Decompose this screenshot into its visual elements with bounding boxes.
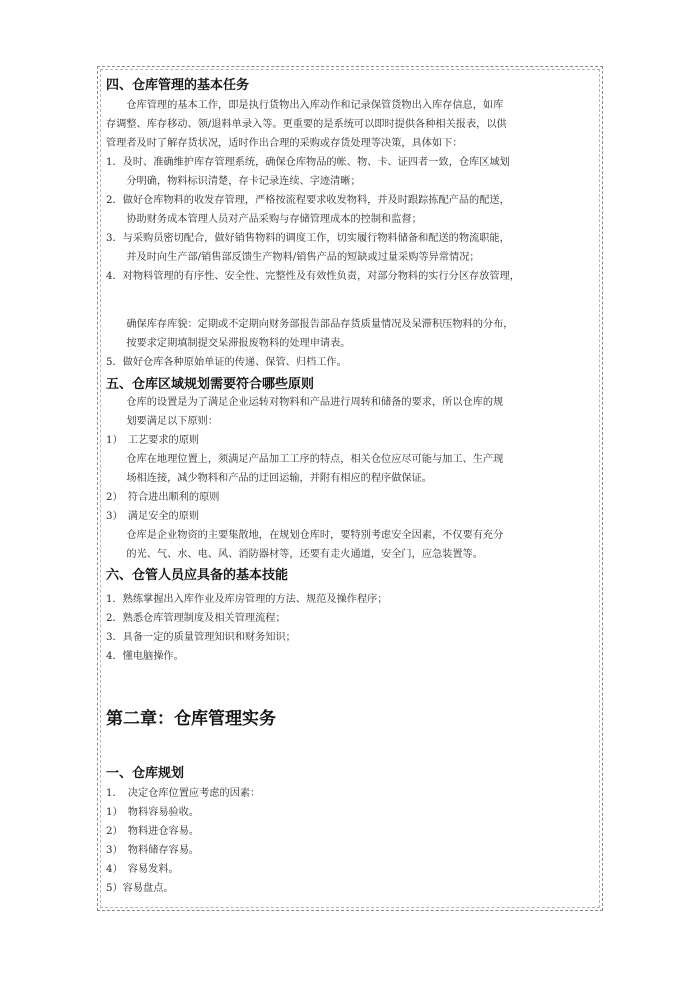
list-item: 3） 物料储存容易。: [106, 845, 200, 856]
chapter-2-body: [106, 784, 594, 898]
text-line: 3．与采购员密切配合，做好销售物料的调度工作，切实履行物料储备和配送的物流职能，: [106, 233, 510, 244]
text-line: 分明确，物料标识清楚，存卡记录连续、字迹清晰；: [106, 176, 361, 187]
text-line: 5．做好仓库各种原始单证的传递、保管、归档工作。: [106, 357, 347, 368]
list-item: 3．具备一定的质量管理知识和财务知识；: [106, 632, 296, 643]
text-line: 确保库存库貌：定期或不定期向财务部报告部品存货质量情况及呆滞积压物料的分布，: [106, 319, 514, 330]
text-line: 并及时向生产部/销售部反馈生产物料/销售产品的短缺或过量采购等异常情况；: [106, 252, 480, 263]
text-line: 划要满足以下原则：: [106, 416, 219, 427]
list-item: 4．懂电脑操作。: [106, 651, 184, 662]
text-line: 仓库的设置是为了满足企业运转对物料和产品进行周转和储备的要求，所以仓库的规: [106, 397, 504, 408]
text-line: 仓库是企业物资的主要集散地，在规划仓库时，要特别考虑安全因素，不仅要有充分: [106, 530, 504, 541]
list-item: 1．熟练掌握出入库作业及库房管理的方法、规范及操作程序；: [106, 594, 388, 605]
section-5-body: [106, 393, 594, 564]
text-line: 协助财务成本管理人员对产品采购与存储管理成本的控制和监督；: [106, 214, 422, 225]
text-line: 仓库在地理位置上，须满足产品加工工序的特点，相关仓位应尽可能与加工、生产现: [106, 454, 504, 465]
section-4-body: [106, 96, 594, 286]
section-heading-5: 五、仓库区域规划需要符合哪些原则: [106, 377, 315, 392]
list-item: 4） 容易发料。: [106, 864, 179, 875]
list-item: 1） 物料容易验收。: [106, 807, 200, 818]
section-heading-4: 四、仓库管理的基本任务: [106, 78, 250, 93]
chapter-2-section-heading: 一、仓库规划: [106, 766, 185, 781]
text-line: 仓库管理的基本工作，即是执行货物出入库动作和记录保管货物出入库存信息，如库: [106, 100, 504, 111]
text-line: 4．对物料管理的有序性、安全性、完整性及有效性负责，对部分物料的实行分区存放管理，: [106, 271, 520, 282]
chapter-title: 第二章：仓库管理实务: [106, 709, 276, 729]
text-line: 1） 工艺要求的原则: [106, 435, 200, 446]
section-6-body: [106, 590, 594, 666]
text-line: 按要求定期填制提交呆滞报废物料的处理申请表。: [106, 338, 351, 349]
section-4-body-continued: [106, 315, 594, 372]
list-item: 2．熟悉仓库管理制度及相关管理流程；: [106, 613, 286, 624]
text-line: 场相连接，减少物料和产品的迂回运输，并附有相应的程序做保证。: [106, 473, 432, 484]
text-line: 2．做好仓库物料的收发存管理，严格按流程要求收发物料，并及时跟踪拣配产品的配送，: [106, 195, 510, 206]
text-line: 3） 满足安全的原则: [106, 511, 200, 522]
section-heading-6: 六、仓管人员应具备的基本技能: [106, 568, 289, 583]
text-line: 存调整、库存移动、领/退料单录入等。更重要的是系统可以即时提供各种相关报表，以供: [106, 119, 507, 130]
text-line: 2） 符合进出顺利的原则: [106, 492, 220, 503]
list-item: 5）容易盘点。: [106, 883, 174, 894]
text-line: 的光、气、水、电、风、消防器材等，还要有走火通道，安全门，应急装置等。: [106, 549, 483, 560]
list-item: 1． 决定仓库位置应考虑的因素：: [106, 788, 261, 799]
list-item: 2） 物料进仓容易。: [106, 826, 200, 837]
text-line: 管理者及时了解存货状况，适时作出合理的采购或存货处理等决策，具体如下：: [106, 138, 463, 149]
text-line: 1．及时、准确维护库存管理系统，确保仓库物品的帐、物、卡、证四者一致，仓库区域划: [106, 157, 510, 168]
